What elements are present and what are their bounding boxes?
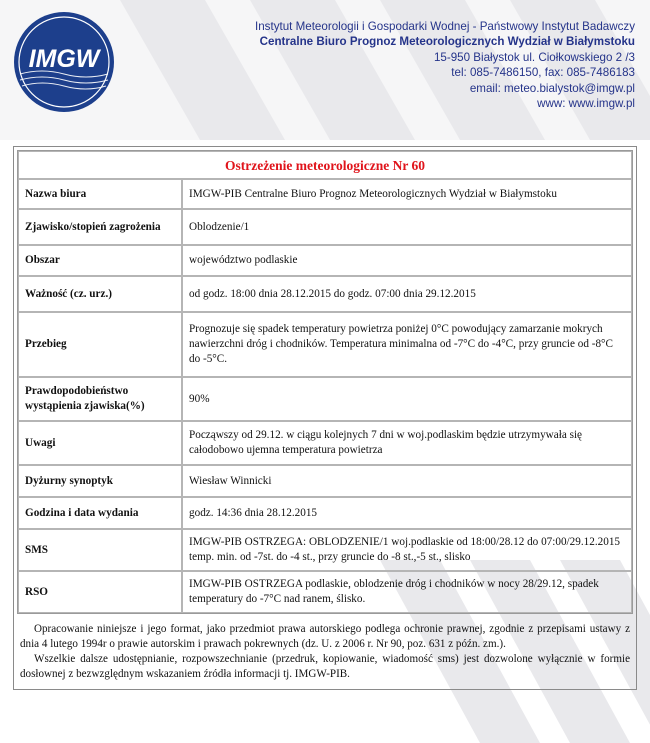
row-value-sms: IMGW-PIB OSTRZEGA: OBLODZENIE/1 woj.podlaskie od 18:00/28.12 do 07:00/29.12.2015 temp. min. od -7st. do -4 st., przy gruncie do -8 st.,-5 st., slisko [182, 529, 632, 571]
row-value-remarks: Począwszy od 29.12. w ciągu kolejnych 7 dni w woj.podlaskim będzie utrzymywała się całodobowo ujemna temperatura powietrza [182, 421, 632, 465]
row-label-remarks: Uwagi [18, 421, 182, 465]
row-label-area: Obszar [18, 245, 182, 276]
row-label-probability: Prawdopodobieństwo wystąpienia zjawiska(%) [18, 377, 182, 421]
row-label-office: Nazwa biura [18, 179, 182, 209]
row-value-area: województwo podlaskie [182, 245, 632, 276]
row-value-validity: od godz. 18:00 dnia 28.12.2015 do godz. 07:00 dnia 29.12.2015 [182, 276, 632, 312]
table-row [18, 529, 632, 571]
row-value-forecaster: Wiesław Winnicki [182, 465, 632, 497]
table-row [18, 209, 632, 245]
row-label-rso: RSO [18, 571, 182, 613]
website: www: www.imgw.pl [537, 97, 635, 111]
table-row [18, 497, 632, 529]
row-value-probability: 90% [182, 377, 632, 421]
institute-header [255, 19, 635, 111]
row-label-course: Przebieg [18, 312, 182, 377]
distribution-paragraph: Wszelkie dalsze udostępnianie, rozpowszechnianie (przedruk, kopiowanie, wiadomość sms) jest dozwolone wyłącznie w formie dosłownej z bezwzględnym wskazaniem źródła informacji tj. IMGW-PIB. [20, 653, 630, 680]
table-row [18, 571, 632, 613]
table-row [18, 276, 632, 312]
table-row [18, 312, 632, 377]
row-label-issued: Godzina i data wydania [18, 497, 182, 529]
row-label-sms: SMS [18, 529, 182, 571]
row-value-phenomenon: Oblodzenie/1 [182, 209, 632, 245]
email: email: meteo.bialystok@imgw.pl [469, 81, 635, 95]
table-row [18, 245, 632, 276]
copyright-paragraph: Opracowanie niniejsze i jego format, jako przedmiot prawa autorskiego podlega ochronie prawnej, zgodnie z przepisami ustawy z dnia 4 lutego 1994r o prawie autorskim i prawach pokrewnych (dz. U. z 2006 r. Nr 90, poz. 631 z późn. zm.). [20, 623, 630, 650]
warning-title: Ostrzeżenie meteorologiczne Nr 60 [18, 151, 632, 179]
table-row [18, 465, 632, 497]
row-value-issued: godz. 14:36 dnia 28.12.2015 [182, 497, 632, 529]
row-label-forecaster: Dyżurny synoptyk [18, 465, 182, 497]
logo-text: IMGW [28, 45, 100, 73]
row-value-course: Prognozuje się spadek temperatury powietrza poniżej 0°C powodujący zamarzanie mokrych nawierzchni dróg i chodników. Temperatura minimalna od -7°C do -4°C, przy gruncie od -8°C do -5°C. [182, 312, 632, 377]
row-value-rso: IMGW-PIB OSTRZEGA podlaskie, oblodzenie dróg i chodników w nocy 28/29.12, spadek temperatury do -7°C nad ranem, ślisko. [182, 571, 632, 613]
row-label-validity: Ważność (cz. urz.) [18, 276, 182, 312]
warning-table [17, 150, 633, 614]
bureau-name: Centralne Biuro Prognoz Meteorologicznych Wydział w Białymstoku [259, 35, 635, 49]
address: 15-950 Białystok ul. Ciołkowskiego 2 /3 [433, 50, 635, 64]
row-label-phenomenon: Zjawisko/stopień zagrożenia [18, 209, 182, 245]
copyright-notice [20, 622, 630, 682]
imgw-logo [12, 10, 116, 114]
table-row [18, 421, 632, 465]
phone-fax: tel: 085-7486150, fax: 085-7486183 [451, 66, 635, 80]
row-value-office: IMGW-PIB Centralne Biuro Prognoz Meteorologicznych Wydział w Białymstoku [182, 179, 632, 209]
table-row [18, 179, 632, 209]
table-row [18, 377, 632, 421]
institute-name: Instytut Meteorologii i Gospodarki Wodnej - Państwowy Instytut Badawczy [255, 20, 635, 33]
